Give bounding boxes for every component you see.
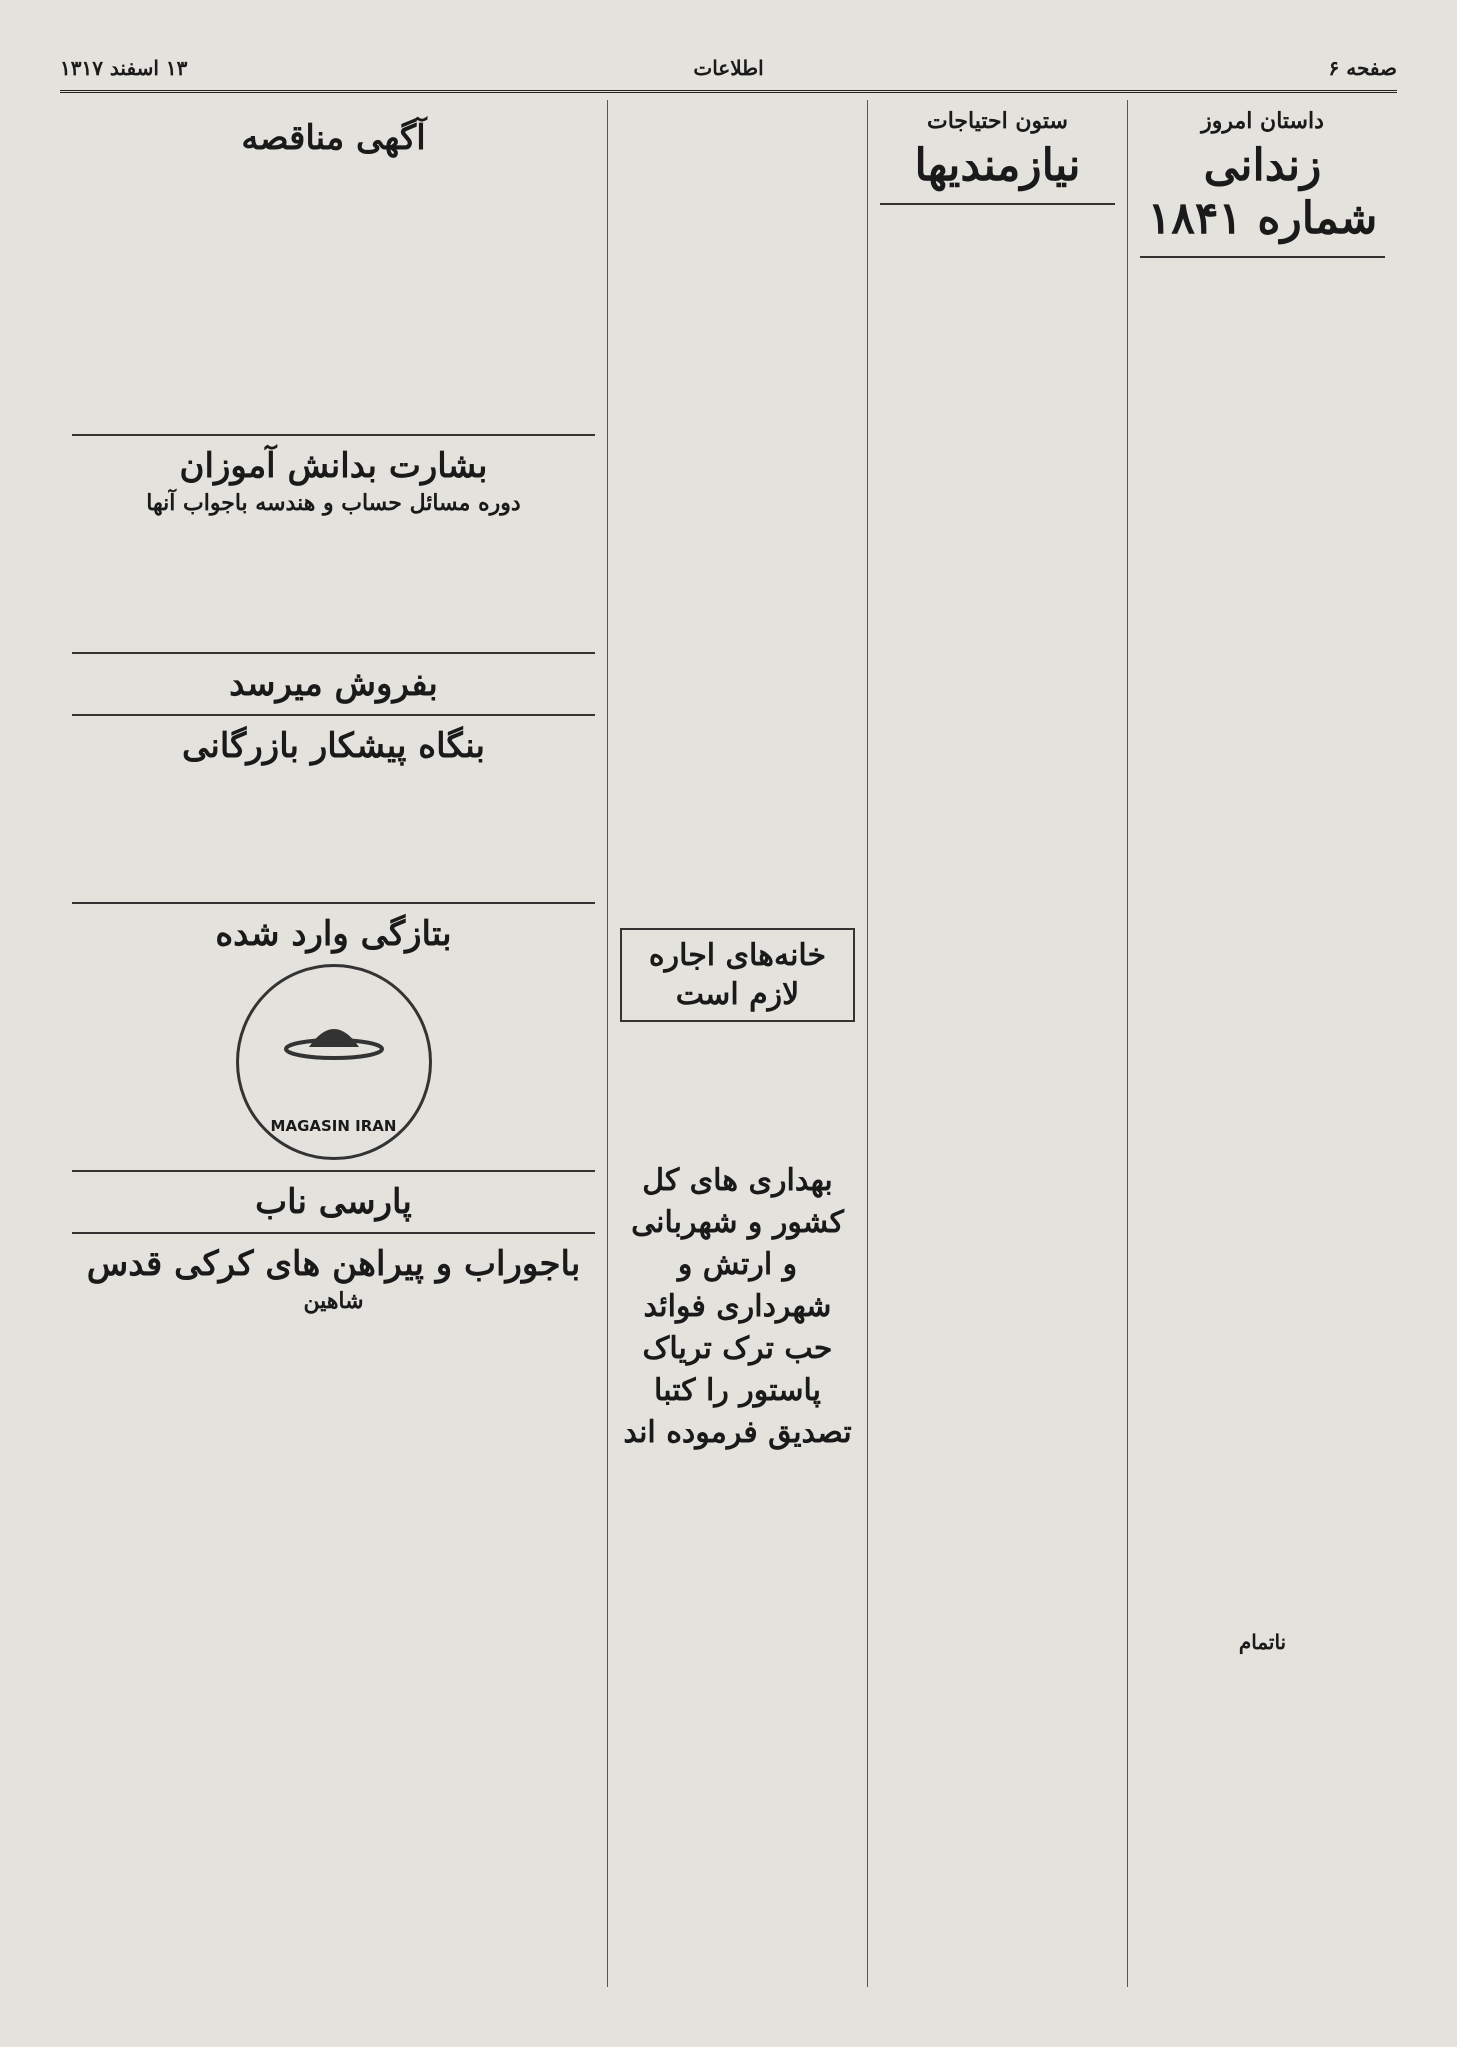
- health-subtitle: دوره مسائل حساب و هندسه باجواب آنها: [146, 490, 521, 516]
- story-kicker: داستان امروز: [1201, 108, 1324, 134]
- needs-kicker: ستون احتیاجات: [927, 108, 1068, 134]
- classified-block: [620, 1030, 855, 1150]
- municipal-ad: بهداری های کل کشور و شهربانی و ارتش و شهرداری فوائد حب ترک تریاک پاستور را کتبا تصدیق فرموده اند: [623, 1163, 852, 1450]
- classified-block: [880, 761, 1115, 1301]
- divider: [72, 714, 595, 716]
- health-body-block: [72, 522, 595, 642]
- parsi-title: پارسی ناب: [255, 1182, 412, 1222]
- hat-icon: [279, 1007, 389, 1087]
- arrival-title: بتازگی وارد شده: [215, 914, 452, 954]
- stamp-text: MAGASIN IRAN: [270, 1117, 397, 1135]
- divider: [880, 203, 1115, 205]
- classified-block: [880, 215, 1115, 755]
- story-body-block: [1140, 814, 1385, 1354]
- divider: [72, 652, 595, 654]
- magasin-stamp: [236, 964, 432, 1160]
- page-number: صفحه ۶: [1328, 56, 1397, 80]
- needs-column: [867, 100, 1127, 1987]
- classifieds-column: [607, 100, 867, 1987]
- classified-block: [620, 114, 855, 654]
- paper-name: اطلاعات: [693, 56, 764, 80]
- divider: [72, 902, 595, 904]
- houses-ad-title: خانه‌های اجاره لازم است: [648, 938, 827, 1012]
- sale-title: بفروش میرسد: [229, 664, 438, 704]
- issue-date: ۱۳ اسفند ۱۳۱۷: [60, 56, 188, 80]
- story-column: [1127, 100, 1397, 1987]
- trade-title: بنگاه پیشکار بازرگانی: [182, 726, 485, 766]
- health-title: بشارت بدانش آموزان: [179, 446, 488, 486]
- story-headline: زندانی شماره ۱۸۴۱: [1147, 140, 1378, 244]
- houses-ad: [620, 928, 855, 1022]
- tender-body-block: [72, 164, 595, 424]
- shirts-brand: شاهین: [303, 1288, 364, 1314]
- tender-title: آگهی مناقصه: [241, 118, 426, 158]
- divider: [72, 1232, 595, 1234]
- divider: [1140, 256, 1385, 258]
- story-body-block: [1140, 268, 1385, 808]
- divider: [72, 434, 595, 436]
- ads-column: [60, 100, 607, 1987]
- trade-body-block: [72, 772, 595, 892]
- divider: [72, 1170, 595, 1172]
- shirts-title: باجوراب و پیراهن های کرکی قدس: [86, 1244, 581, 1284]
- classified-block: [620, 660, 855, 920]
- story-end-mark: ناتمام: [1238, 1629, 1287, 1654]
- story-body-block: [1140, 1360, 1385, 1620]
- needs-headline: نیازمندیها: [914, 140, 1081, 191]
- masthead: [60, 50, 1397, 93]
